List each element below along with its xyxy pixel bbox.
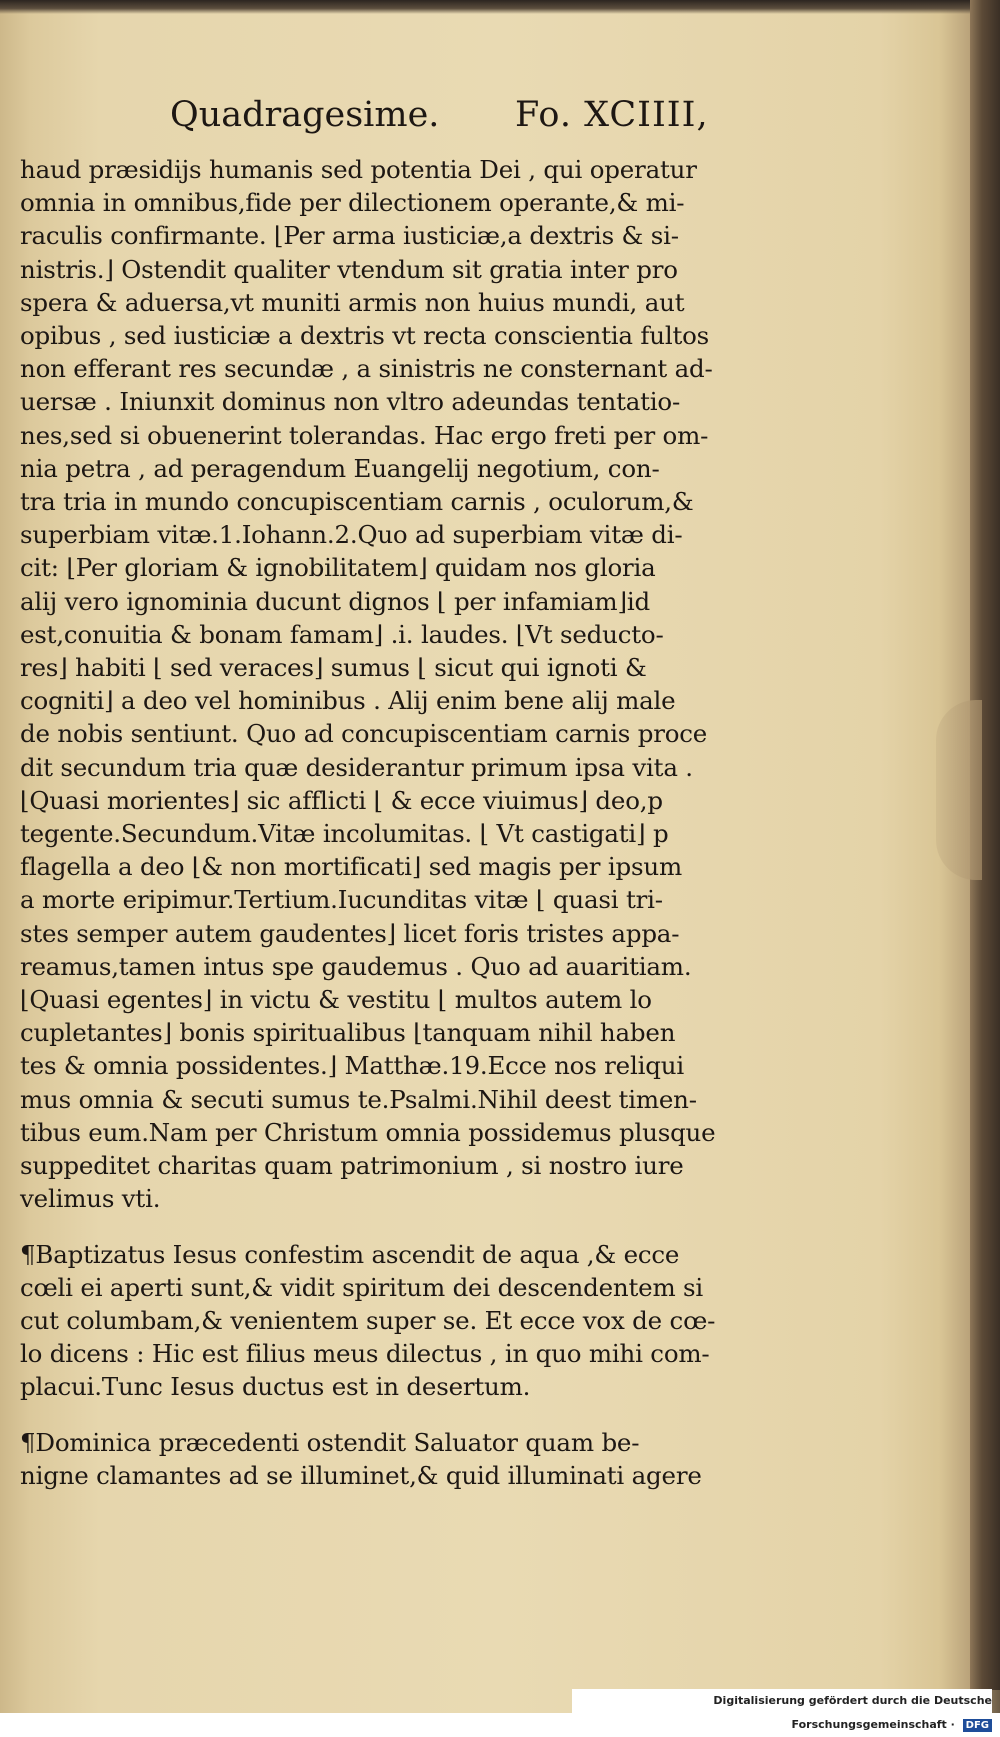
text-line: de nobis sentiunt. Quo ad concupiscentiam carnis proce	[20, 719, 708, 749]
text-line: est,conuitia & bonam famam⌋ .i. laudes. ⌊Vt seducto-	[20, 619, 664, 649]
text-line: superbiam vitæ.1.Iohann.2.Quo ad superbiam vitæ di-	[20, 520, 683, 550]
digitization-credit	[572, 1689, 992, 1731]
text-line: nistris.⌋ Ostendit qualiter vtendum sit gratia inter pro	[20, 254, 678, 284]
text-line: alij vero ignominia ducunt dignos ⌊ per infamiam⌋id	[20, 586, 650, 616]
paragraph-gap	[20, 1216, 755, 1238]
text-line: opibus , sed iusticiæ a dextris vt recta conscientia fultos	[20, 321, 710, 351]
body-text	[20, 153, 755, 1492]
paragraph-gap	[20, 1404, 755, 1426]
text-line: non efferant res secundæ , a sinistris ne consternant ad-	[20, 354, 713, 384]
printed-page	[20, 95, 755, 1492]
paragraph	[20, 1426, 755, 1492]
text-line: nes,sed si obuenerint tolerandas. Hac ergo freti per om-	[20, 420, 709, 450]
text-line: cupletantes⌋ bonis spiritualibus ⌊tanquam nihil haben	[20, 1018, 676, 1048]
text-line: res⌋ habiti ⌊ sed veraces⌋ sumus ⌊ sicut qui ignoti &	[20, 653, 647, 683]
paragraph	[20, 153, 755, 1216]
text-line: lo dicens : Hic est filius meus dilectus , in quo mihi com-	[20, 1339, 710, 1369]
text-line: cut columbam,& venientem super se. Et ecce vox de cœ-	[20, 1305, 716, 1335]
text-line: spera & aduersa,vt muniti armis non huius mundi, aut	[20, 287, 685, 317]
dfg-logo: DFG	[963, 1719, 992, 1732]
text-line: ¶Baptizatus Iesus confestim ascendit de aqua ,& ecce	[20, 1239, 680, 1269]
text-line: stes semper autem gaudentes⌋ licet foris tristes appa-	[20, 918, 680, 948]
text-line: raculis confirmante. ⌊Per arma iusticiæ,a dextris & si-	[20, 221, 679, 251]
running-head	[20, 95, 755, 153]
folio-number: Fo. XCIIII,	[515, 95, 709, 135]
text-line: dit secundum tria quæ desiderantur primum ipsa vita .	[20, 752, 693, 782]
text-line: uersæ . Iniunxit dominus non vltro adeundas tentatio-	[20, 387, 681, 417]
page-fold-shadow	[936, 700, 982, 880]
text-line: ⌊Quasi morientes⌋ sic afflicti ⌊ & ecce viuimus⌋ deo,p	[20, 785, 663, 815]
paragraph	[20, 1238, 755, 1404]
scan-top-edge	[0, 0, 985, 14]
text-line: velimus vti.	[20, 1184, 161, 1214]
running-title: Quadragesime.	[170, 95, 440, 135]
text-line: ⌊Quasi egentes⌋ in victu & vestitu ⌊ multos autem lo	[20, 985, 652, 1015]
text-line: cit: ⌊Per gloriam & ignobilitatem⌋ quidam nos gloria	[20, 553, 656, 583]
text-line: reamus,tamen intus spe gaudemus . Quo ad auaritiam.	[20, 951, 692, 981]
text-line: cogniti⌋ a deo vel hominibus . Alij enim bene alij male	[20, 686, 676, 716]
text-line: ¶Dominica præcedenti ostendit Saluator quam be-	[20, 1427, 640, 1457]
text-line: mus omnia & secuti sumus te.Psalmi.Nihil deest timen-	[20, 1084, 697, 1114]
text-line: placui.Tunc Iesus ductus est in desertum.	[20, 1372, 531, 1402]
text-line: tegente.Secundum.Vitæ incolumitas. ⌊ Vt castigati⌋ p	[20, 819, 669, 849]
text-line: flagella a deo ⌊& non mortificati⌋ sed magis per ipsum	[20, 852, 683, 882]
text-line: tes & omnia possidentes.⌋ Matthæ.19.Ecce nos reliqui	[20, 1051, 684, 1081]
text-line: nigne clamantes ad se illuminet,& quid illuminati agere	[20, 1460, 702, 1490]
credit-text: Digitalisierung gefördert durch die Deutsche Forschungsgemeinschaft ·	[713, 1694, 992, 1731]
text-line: a morte eripimur.Tertium.Iucunditas vitæ ⌊ quasi tri-	[20, 885, 663, 915]
text-line: omnia in omnibus,fide per dilectionem operante,& mi-	[20, 188, 685, 218]
text-line: haud præsidijs humanis sed potentia Dei , qui operatur	[20, 155, 697, 184]
text-line: nia petra , ad peragendum Euangelij negotium, con-	[20, 453, 660, 483]
text-line: tra tria in mundo concupiscentiam carnis , oculorum,&	[20, 487, 694, 517]
text-line: cœli ei aperti sunt,& vidit spiritum dei descendentem si	[20, 1272, 704, 1302]
text-line: tibus eum.Nam per Christum omnia possidemus plusque	[20, 1117, 716, 1147]
text-line: suppeditet charitas quam patrimonium , si nostro iure	[20, 1151, 684, 1181]
